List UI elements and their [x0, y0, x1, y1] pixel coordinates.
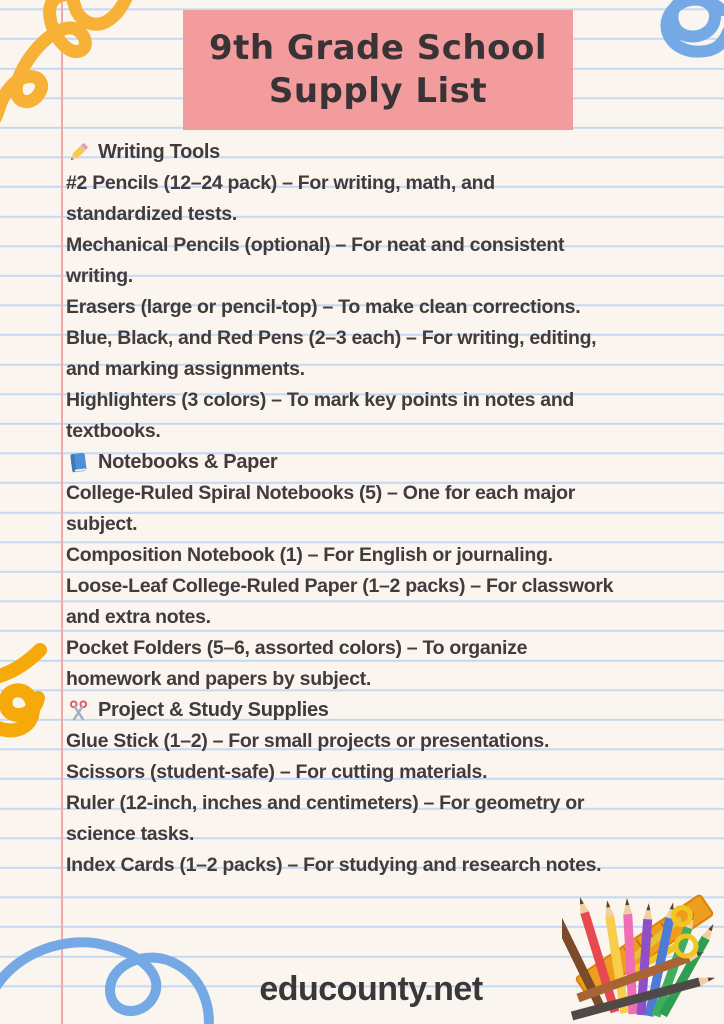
notebook-margin-line: [61, 0, 63, 1024]
section-heading: [66, 695, 722, 726]
supply-item-line: [66, 571, 722, 602]
row-text: and marking assignments.: [66, 358, 305, 380]
row-text: #2 Pencils (12–24 pack) – For writing, math, and: [66, 172, 495, 194]
supply-item-line: [66, 850, 722, 881]
row-text: textbooks.: [66, 420, 161, 442]
footer-site-text: educounty.net: [259, 970, 483, 1008]
row-text: Writing Tools: [98, 141, 221, 163]
row-text: Loose-Leaf College-Ruled Paper (1–2 packs) – For classwork: [66, 575, 614, 597]
row-text: College-Ruled Spiral Notebooks (5) – One for each major: [66, 482, 576, 504]
section-heading: [66, 447, 722, 478]
supply-item-line: [66, 385, 722, 416]
row-text: Highlighters (3 colors) – To mark key points in notes and: [66, 389, 575, 411]
row-text: Notebooks & Paper: [98, 451, 278, 473]
supply-item-line: [66, 199, 722, 230]
pencil-icon: [66, 141, 90, 165]
supply-item-line: [66, 757, 722, 788]
row-text: Scissors (student-safe) – For cutting materials.: [66, 761, 488, 783]
row-text: Erasers (large or pencil-top) – To make clean corrections.: [66, 296, 581, 318]
row-text: and extra notes.: [66, 606, 211, 628]
supply-item-line: [66, 633, 722, 664]
supply-item-line: [66, 292, 722, 323]
title-banner: [183, 10, 573, 130]
row-text: Index Cards (1–2 packs) – For studying and research notes.: [66, 854, 602, 876]
row-text: science tasks.: [66, 823, 195, 845]
row-text: standardized tests.: [66, 203, 237, 225]
row-text: Mechanical Pencils (optional) – For neat and consistent: [66, 234, 565, 256]
section-heading: [66, 137, 722, 168]
row-text: homework and papers by subject.: [66, 668, 371, 690]
supply-item-line: [66, 664, 722, 695]
yellow-scribble-doodle: [0, 640, 50, 744]
supply-item-line: [66, 478, 722, 509]
supply-item-line: [66, 416, 722, 447]
blue-loop-doodle: [630, 0, 724, 90]
row-text: Ruler (12-inch, inches and centimeters) – For geometry or: [66, 792, 585, 814]
supply-item-line: [66, 540, 722, 571]
book-icon: [66, 451, 90, 475]
scissors-icon: [66, 699, 90, 723]
supply-item-line: [66, 509, 722, 540]
supply-item-line: [66, 168, 722, 199]
supply-item-line: [66, 261, 722, 292]
row-text: Project & Study Supplies: [98, 699, 329, 721]
supply-item-line: [66, 354, 722, 385]
row-text: Glue Stick (1–2) – For small projects or presentations.: [66, 730, 550, 752]
row-text: writing.: [66, 265, 133, 287]
row-text: Pocket Folders (5–6, assorted colors) – To organize: [66, 637, 528, 659]
row-text: Composition Notebook (1) – For English or journaling.: [66, 544, 553, 566]
supply-item-line: [66, 323, 722, 354]
row-text: subject.: [66, 513, 138, 535]
row-text: Blue, Black, and Red Pens (2–3 each) – For writing, editing,: [66, 327, 597, 349]
supply-item-line: [66, 726, 722, 757]
page-title-line2: Supply List: [268, 71, 488, 111]
page-title-line1: 9th Grade School: [208, 27, 548, 68]
supply-item-line: [66, 602, 722, 633]
supply-item-line: [66, 788, 722, 819]
supply-list: [66, 137, 722, 881]
supply-item-line: [66, 819, 722, 850]
footer: [0, 970, 724, 1009]
supply-item-line: [66, 230, 722, 261]
